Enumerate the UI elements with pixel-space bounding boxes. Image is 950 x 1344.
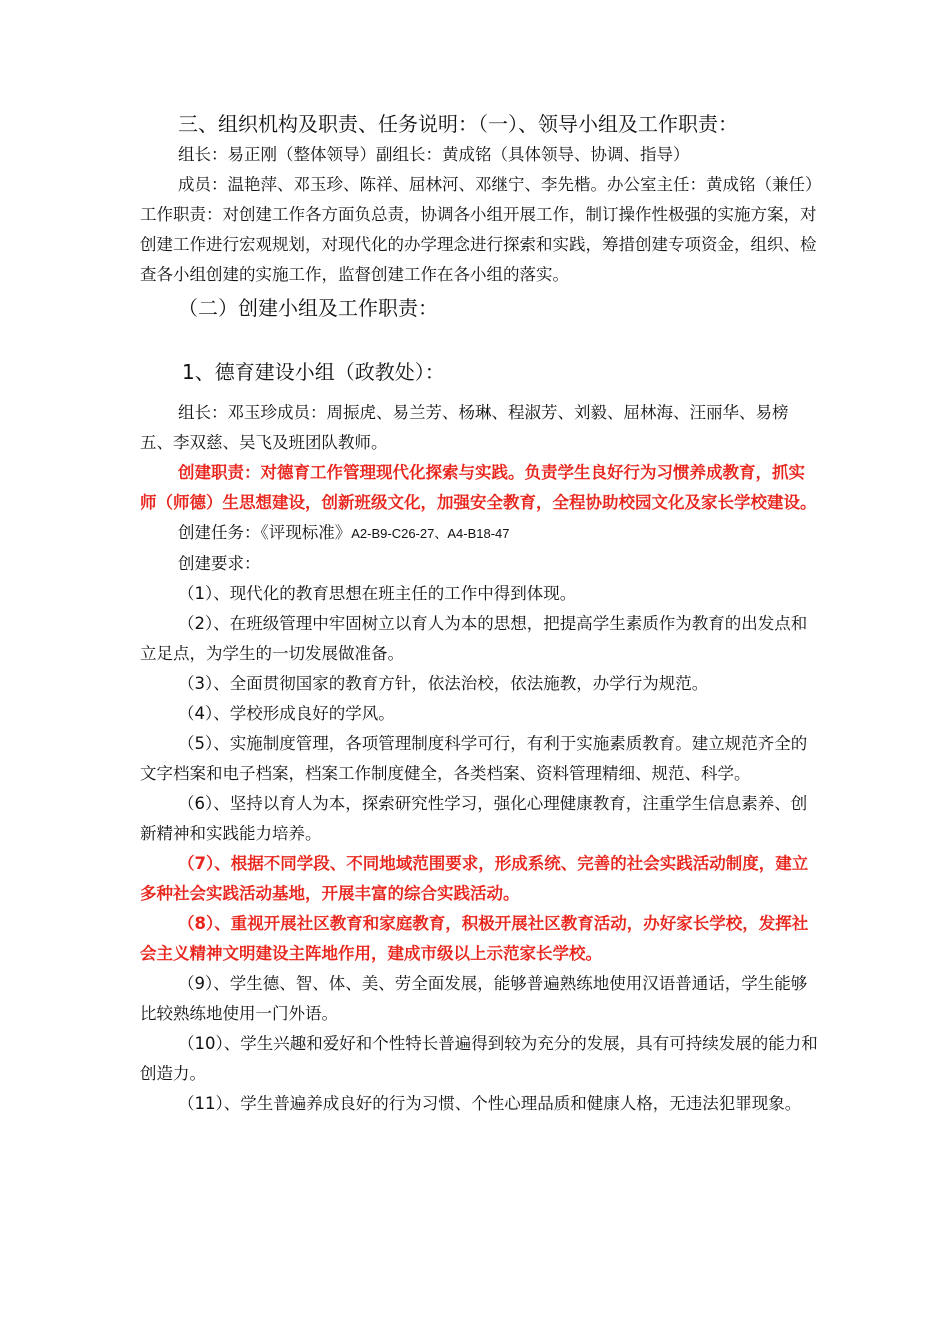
list-item: （2）、在班级管理中牢固树立以育人为本的思想，把提高学生素质作为教育的出发点和立足点，为学生的一切发展做准备。 (140, 614, 808, 663)
list-item-highlighted: （7）、根据不同学段、不同地域范围要求，形成系统、完善的社会实践活动制度，建立多种社会实践活动基地，开展丰富的综合实践活动。 (140, 854, 809, 903)
moral-members: 组长：邓玉珍成员：周振虎、易兰芳、杨琳、程淑芳、刘毅、屈林海、汪丽华、易榜五、李双慈、吴飞及班团队教师。 (140, 403, 789, 452)
list-item: （9）、学生德、智、体、美、劳全面发展，能够普遍熟练地使用汉语普通话，学生能够比较熟练地使用一门外语。 (140, 974, 808, 1023)
list-item: （3）、全面贯彻国家的教育方针，依法治校，依法施教，办学行为规范。 (178, 674, 709, 693)
task-label: 创建任务：《评现标准》 (178, 523, 352, 542)
document-page (140, 108, 820, 1119)
list-item: （1）、现代化的教育思想在班主任的工作中得到体现。 (178, 584, 577, 603)
task-codes: A2-B9-C26-27、A4-B18-47 (351, 526, 510, 541)
list-item-highlighted: （8）、重视开展社区教育和家庭教育，积极开展社区教育活动，办好家长学校，发挥社会主义精神文明建设主阵地作用，建成市级以上示范家长学校。 (140, 914, 809, 963)
moral-group-heading: 1、德育建设小组（政教处）： (182, 360, 445, 384)
task-line (140, 518, 820, 549)
members-paragraph: 成员：温艳萍、邓玉珍、陈祥、屈林河、邓继宁、李先楷。办公室主任：黄成铭（兼任）工作职责：对创建工作各方面负总责，协调各小组开展工作，制订操作性极强的实施方案，对创建工作进行宏观规划，对现代化的办学理念进行探索和实践，筹措创建专项资金，组织、检查各小组创建的实施工作，监督创建工作在各小组的落实。 (140, 175, 817, 284)
section-heading: 三、组织机构及职责、任务说明：（一）、领导小组及工作职责： (178, 112, 738, 136)
list-item: （6）、坚持以育人为本，探索研究性学习，强化心理健康教育，注重学生信息素养、创新精神和实践能力培养。 (140, 794, 808, 843)
duties-paragraph: 创建职责：对德育工作管理现代化探索与实践。负责学生良好行为习惯养成教育，抓实师（师德）生思想建设，创新班级文化，加强安全教育，全程协助校园文化及家长学校建设。 (140, 463, 817, 512)
list-item: （10）、学生兴趣和爱好和个性特长普遍得到较为充分的发展，具有可持续发展的能力和创造力。 (140, 1034, 818, 1083)
list-item: （5）、实施制度管理，各项管理制度科学可行，有利于实施素质教育。建立规范齐全的文字档案和电子档案，档案工作制度健全，各类档案、资料管理精细、规范、科学。 (140, 734, 808, 783)
group-heading: （二）创建小组及工作职责： (178, 296, 438, 320)
leaders-line: 组长：易正刚（整体领导）副组长：黄成铭（具体领导、协调、指导） (178, 145, 690, 164)
list-item: （4）、学校形成良好的学风。 (178, 704, 395, 723)
list-item: （11）、学生普遍养成良好的行为习惯、个性心理品质和健康人格，无违法犯罪现象。 (178, 1094, 802, 1113)
requirements-label: 创建要求： (178, 554, 261, 573)
